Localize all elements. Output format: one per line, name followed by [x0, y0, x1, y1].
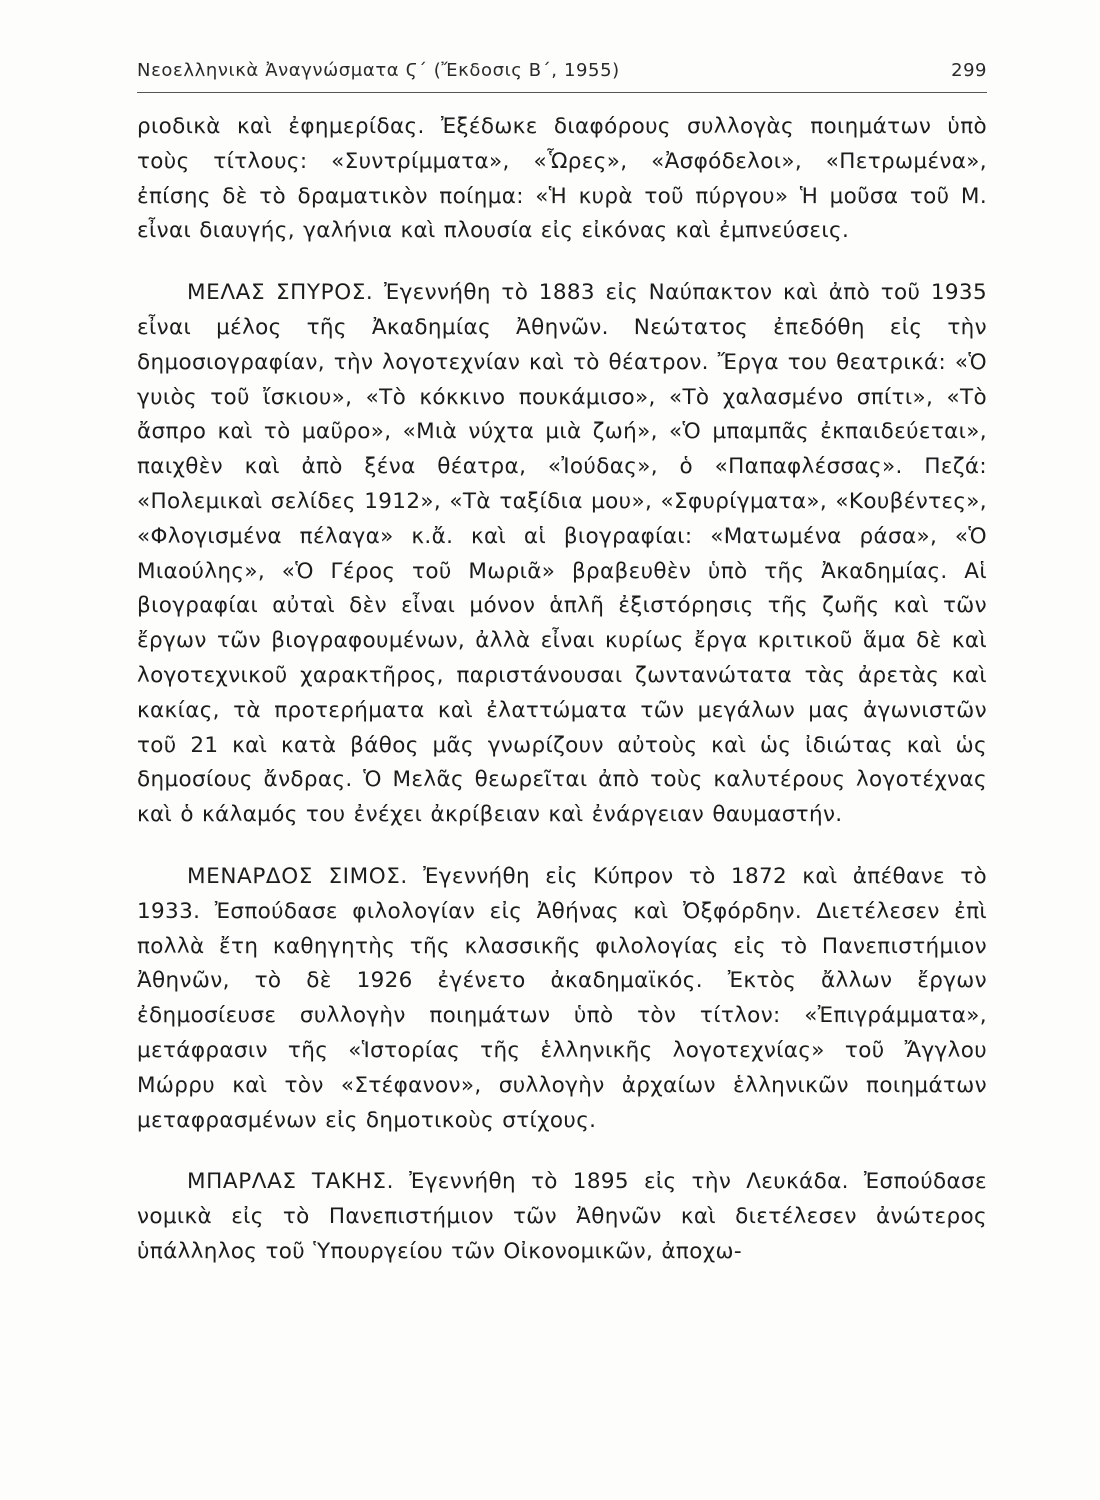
entry-name: ΜΠΑΡΛΑΣ ΤΑΚΗΣ. — [187, 1169, 395, 1195]
entry-melas-spyros — [137, 276, 987, 833]
page-number: 299 — [951, 60, 987, 81]
header-title: Νεοελληνικὰ Ἀναγνώσματα Ϛ´ (Ἔκδοσις Β´, 1955) — [137, 60, 620, 81]
body-text — [137, 110, 987, 1270]
paragraph-continuation — [137, 110, 987, 249]
running-header — [137, 60, 987, 93]
entry-name: ΜΕΝΑΡΔΟΣ ΣΙΜΟΣ. — [187, 863, 408, 889]
entry-text: Ἐγεννήθη εἰς Κύπρον τὸ 1872 καὶ ἀπέθανε τὸ 1933. Ἐσπούδασε φιλολογίαν εἰς Ἀθήνας καὶ Ὀξφόρδην. Διετέλεσεν ἐπὶ πολλὰ ἔτη καθηγητὴς τῆς κλασσικῆς φιλολογίας εἰς τὸ Πανεπιστήμιον Ἀθηνῶν, τὸ δὲ 1926 ἐγένετο ἀκαδημαϊκός. Ἐκτὸς ἄλλων ἔργων ἐδημοσίευσε συλλογὴν ποιημάτων ὑπὸ τὸν τίτλον: «Ἐπιγράμματα», μετάφρασιν τῆς «Ἱστορίας τῆς ἑλληνικῆς λογοτεχνίας» τοῦ Ἄγγλου Μώρρυ καὶ τὸν «Στέφανον», συλλογὴν ἀρχαίων ἑλληνικῶν ποιημάτων μεταφρασμένων εἰς δημοτικοὺς στίχους. — [137, 863, 987, 1133]
entry-text: Ἐγεννήθη τὸ 1883 εἰς Ναύπακτον καὶ ἀπὸ τοῦ 1935 εἶναι μέλος τῆς Ἀκαδημίας Ἀθηνῶν. Νεώτατος ἐπεδόθη εἰς τὴν δημοσιογραφίαν, τὴν λογοτεχνίαν καὶ τὸ θέατρον. Ἔργα του θεατρικά: «Ὁ γυιὸς τοῦ ἴσκιου», «Τὸ κόκκινο πουκάμισο», «Τὸ χαλασμένο σπίτι», «Τὸ ἄσπρο καὶ τὸ μαῦρο», «Μιὰ νύχτα μιὰ ζωή», «Ὁ μπαμπᾶς ἐκπαιδεύεται», παιχθὲν καὶ ἀπὸ ξένα θέατρα, «Ἰούδας», ὁ «Παπαφλέσσας». Πεζά: «Πολεμικαὶ σελίδες 1912», «Τὰ ταξίδια μου», «Σφυρίγματα», «Κουβέντες», «Φλογισμένα πέλαγα» κ.ἄ. καὶ αἱ βιογραφίαι: «Ματωμένα ράσα», «Ὁ Μιαούλης», «Ὁ Γέρος τοῦ Μωριᾶ» βραβευθὲν ὑπὸ τῆς Ἀκαδημίας. Αἱ βιογραφίαι αὐταὶ δὲν εἶναι μόνον ἁπλῆ ἐξιστόρησις τῆς ζωῆς καὶ τῶν ἔργων τῶν βιογραφουμένων, ἀλλὰ εἶναι κυρίως ἔργα κριτικοῦ ἅμα δὲ καὶ λογοτεχνικοῦ χαρακτῆρος, παριστάνουσαι ζωντανώτατα τὰς ἀρετὰς καὶ κακίας, τὰ προτερήματα καὶ ἐλαττώματα τῶν μεγάλων μας ἀγωνιστῶν τοῦ 21 καὶ κατὰ βάθος μᾶς γνωρίζουν αὐτοὺς καὶ ὡς ἰδιώτας καὶ ὡς δημοσίους ἄνδρας. Ὁ Μελᾶς θεωρεῖται ἀπὸ τοὺς καλυτέρους λογοτέχνας καὶ ὁ κάλαμός του ἐνέχει ἀκρίβειαν καὶ ἐνάργειαν θαυμαστήν. — [137, 280, 987, 828]
paragraph-text: ριοδικὰ καὶ ἐφημερίδας. Ἐξέδωκε διαφόρους συλλογὰς ποιημάτων ὑπὸ τοὺς τίτλους: «Συντρίμματα», «Ὧρες», «Ἀσφόδελοι», «Πετρωμένα», ἐπίσης δὲ τὸ δραματικὸν ποίημα: «Ἡ κυρὰ τοῦ πύργου» Ἡ μοῦσα τοῦ Μ. εἶναι διαυγής, γαλήνια καὶ πλουσία εἰς εἰκόνας καὶ ἐμπνεύσεις. — [137, 114, 987, 244]
entry-text: Ἐγεννήθη τὸ 1895 εἰς τὴν Λευκάδα. Ἐσπούδασε νομικὰ εἰς τὸ Πανεπιστήμιον τῶν Ἀθηνῶν καὶ διετέλεσεν ἀνώτερος ὑπάλληλος τοῦ Ὑπουργείου τῶν Οἰκονομικῶν, ἀποχω- — [137, 1169, 988, 1264]
entry-menardos-simos — [137, 860, 987, 1138]
entry-name: ΜΕΛΑΣ ΣΠΥΡΟΣ. — [187, 280, 374, 306]
entry-barlas-takis — [137, 1165, 987, 1269]
